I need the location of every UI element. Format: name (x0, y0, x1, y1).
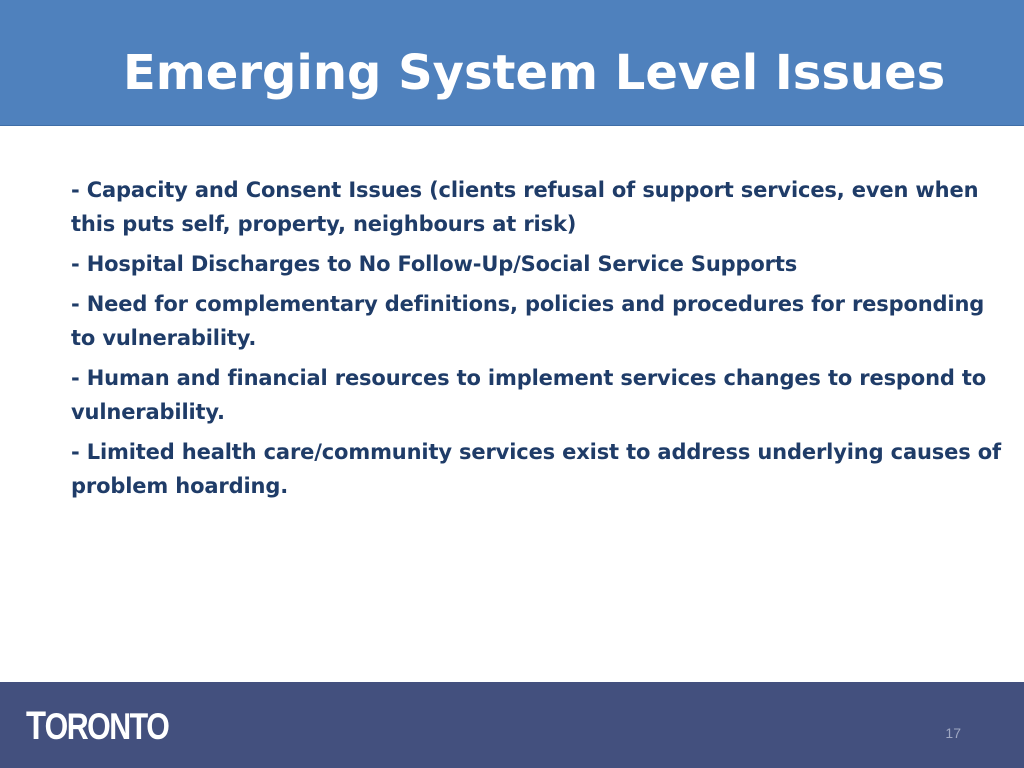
toronto-wordmark: TORONTO (26, 703, 169, 748)
slide-title: Emerging System Level Issues (123, 45, 946, 101)
bullet-list (71, 173, 1006, 509)
page-number: 17 (945, 725, 961, 741)
bullet-capacity-consent: - Capacity and Consent Issues (clients refusal of support services, even when this puts self, property, neighbours at risk) (71, 178, 979, 236)
bullet-complementary-definitions: - Need for complementary definitions, policies and procedures for responding to vulnerability. (71, 292, 985, 350)
slide-title-bar (0, 0, 1024, 126)
bullet-hospital-discharges: - Hospital Discharges to No Follow-Up/Social Service Supports (71, 252, 798, 276)
bullet-resources: - Human and financial resources to implement services changes to respond to vulnerability. (71, 366, 987, 424)
slide-footer (0, 682, 1024, 768)
bullet-limited-services: - Limited health care/community services exist to address underlying causes of problem hoarding. (71, 440, 1001, 498)
toronto-logo (20, 698, 195, 754)
